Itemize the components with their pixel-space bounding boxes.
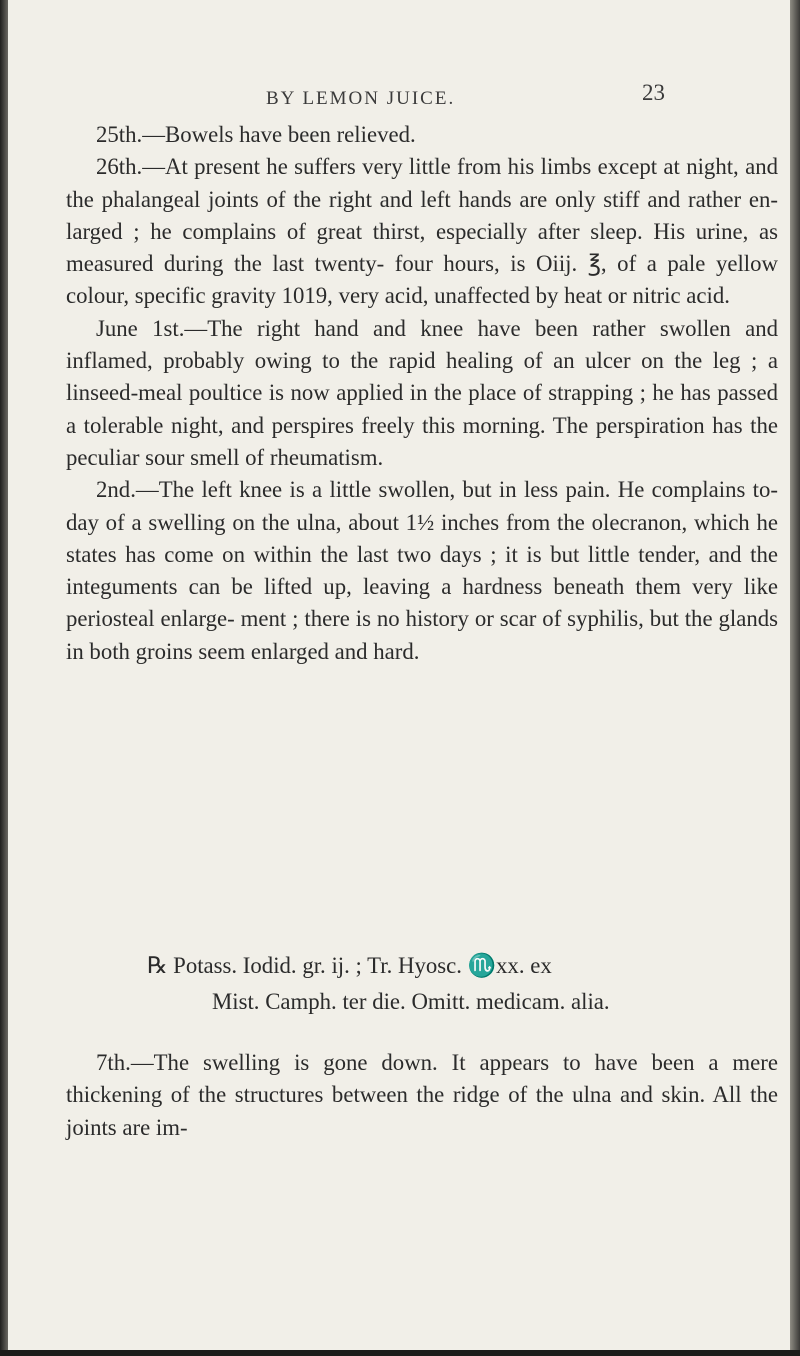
running-title: BY LEMON JUICE. — [266, 88, 456, 109]
page-edge-bottom — [0, 1350, 800, 1356]
page-number: 23 — [642, 80, 665, 105]
paragraph-june-1st: June 1st.—The right hand and knee have been rather swollen and inflamed, probably owing to the rapid healing of an ulcer on the leg ; a linseed-meal poultice is now applied in the place of strapping ; he has passed a tolerable night, and perspires freely this morning. The perspiration has the peculiar sour smell of rheumatism. — [66, 315, 778, 470]
prescription-line-1: ℞ Potass. Iodid. gr. ij. ; Tr. Hyosc. ♏xx. ex — [147, 953, 552, 978]
page-edge-right — [790, 0, 800, 1356]
paragraph-25th: 25th.—Bowels have been relieved. — [96, 122, 416, 147]
paragraph-26th: 26th.—At present he suffers very little from his limbs except at night, and the phalangeal joints of the right and left hands are only stiff and rather en- larged ; he complains of great thirst, especially after sleep. His urine, as measured during the last twenty- four hours, is Oiij. ℥, of a pale yellow colour, specific gravity 1019, very acid, unaffected by heat or nitric acid. — [66, 154, 778, 309]
prescription-line-2: Mist. Camph. ter die. Omitt. medicam. alia. — [212, 989, 610, 1014]
page-edge-left — [0, 0, 8, 1356]
book-page — [8, 0, 790, 1350]
final-text — [66, 1047, 778, 1144]
main-text — [66, 119, 778, 668]
paragraph-7th: 7th.—The swelling is gone down. It appears to have been a mere thickening of the structures between the ridge of the ulna and skin. All the joints are im- — [66, 1050, 778, 1140]
paragraph-2nd: 2nd.—The left knee is a little swollen, but in less pain. He complains to-day of a swelling on the ulna, about 1½ inches from the olecranon, which he states has come on within the last two days ; it is but little tender, and the integuments can be lifted up, leaving a hardness beneath them very like periosteal enlarge- ment ; there is no history or scar of syphilis, but the glands in both groins seem enlarged and hard. — [66, 477, 778, 664]
